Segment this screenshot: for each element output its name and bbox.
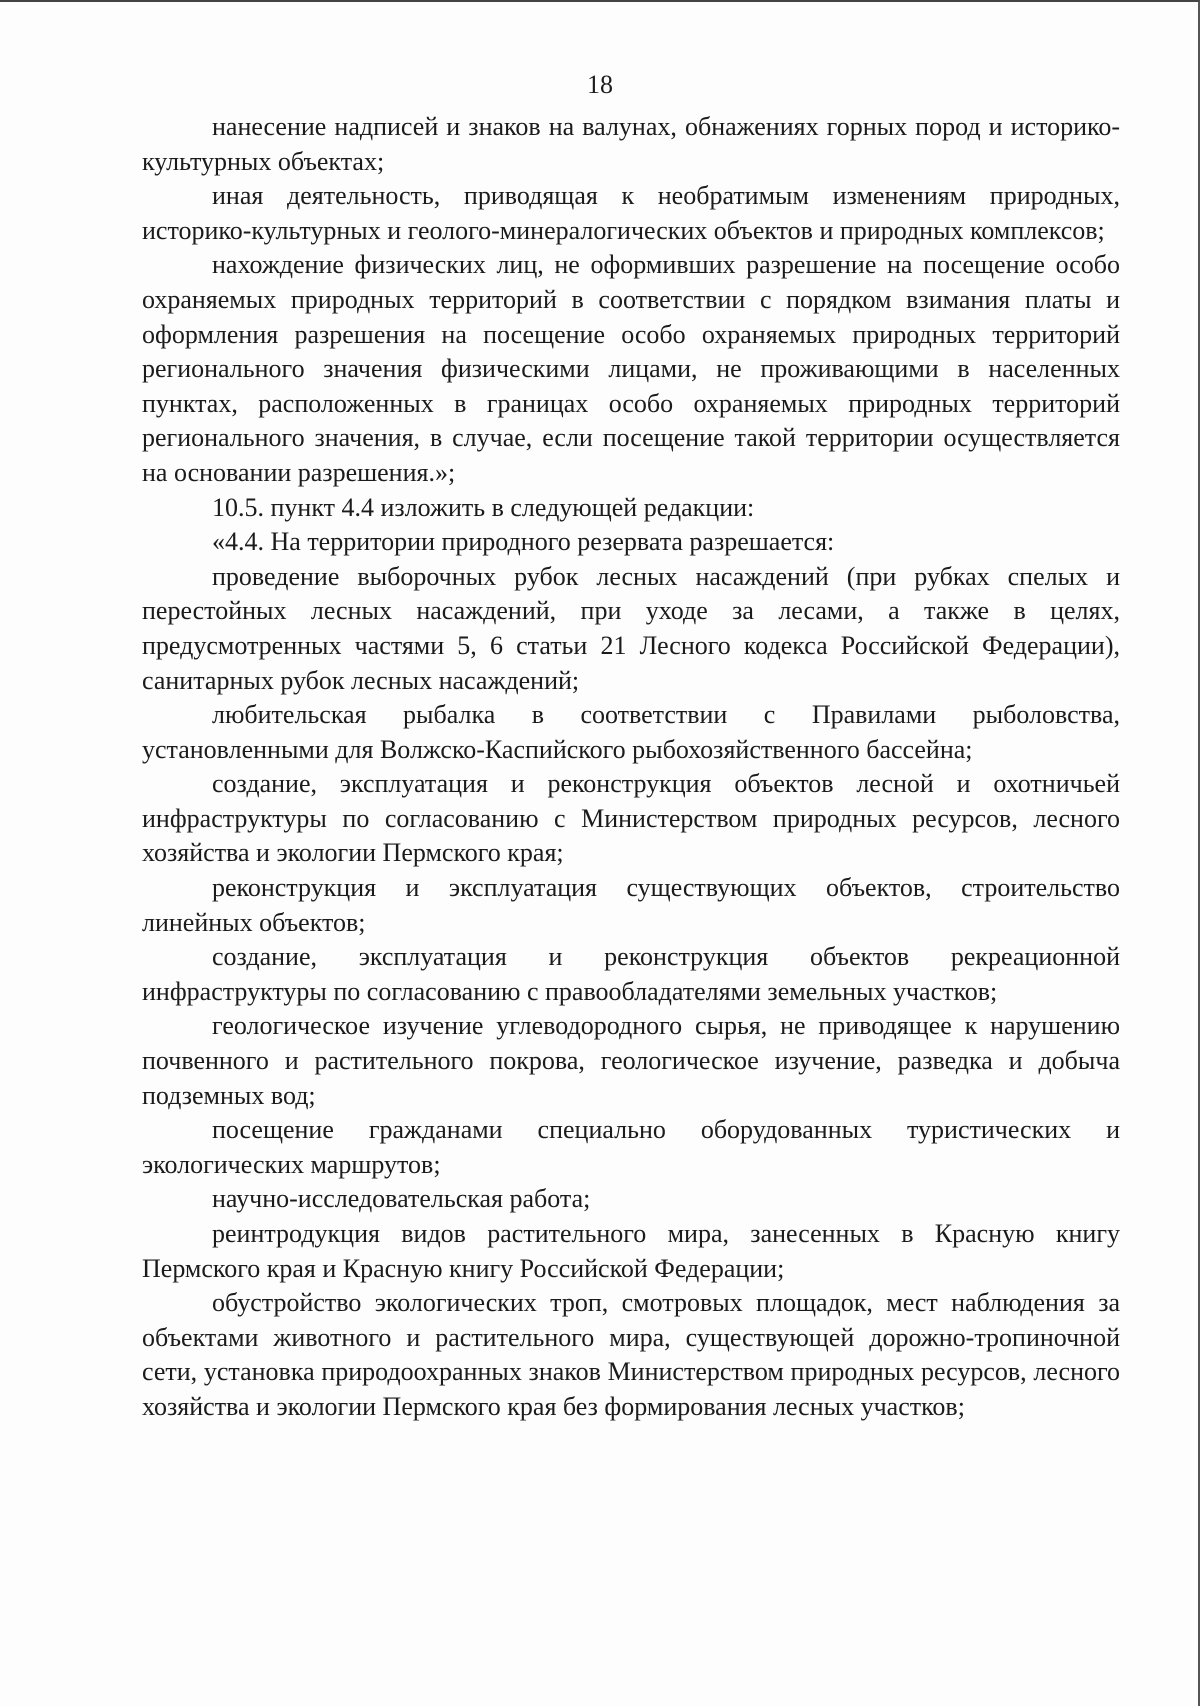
document-body [142,110,1120,1425]
paragraph-amateur-fishing: любительская рыбалка в соответствии с Правилами рыболовства, установленными для Волжско-Каспийского рыбохозяйственного бассейна; [142,700,1120,764]
paragraph-irreversible-activity: иная деятельность, приводящая к необратимым изменениям природных, историко-культурных и геолого-минералогических объектов и природных комплексов; [142,181,1120,245]
paragraph-selective-logging: проведение выборочных рубок лесных насаждений (при рубках спелых и перестойных лесных насаждений, при уходе за лесами, а также в целях, предусмотренных частями 5, 6 статьи 21 Лесного кодекса Российской Федерации), санитарных рубок лесных насаждений; [142,561,1120,695]
paragraph-recreational-infrastructure: создание, эксплуатация и реконструкция объектов рекреационной инфраструктуры по согласованию с правообладателями земельных участков; [142,942,1120,1006]
paragraph-section-4-4: «4.4. На территории природного резервата разрешается: [212,527,835,557]
paragraph-inscriptions: нанесение надписей и знаков на валунах, обнажениях горных пород и историко-культурных объектах; [142,112,1120,176]
paragraph-forest-infrastructure: создание, эксплуатация и реконструкция объектов лесной и охотничьей инфраструктуры по согласованию с Министерством природных ресурсов, лесного хозяйства и экологии Пермского края; [142,769,1120,868]
paragraph-geological-study: геологическое изучение углеводородного сырья, не приводящее к нарушению почвенного и растительного покрова, геологическое изучение, разведка и добыча подземных вод; [142,1011,1120,1110]
paragraph-ecological-trails: обустройство экологических троп, смотровых площадок, мест наблюдения за объектами животного и растительного мира, существующей дорожно-тропиночной сети, установка природоохранных знаков Министерством природных ресурсов, лесного хозяйства и экологии Пермского края без формирования лесных участков; [142,1288,1120,1421]
paragraph-reintroduction: реинтродукция видов растительного мира, занесенных в Красную книгу Пермского края и Красную книгу Российской Федерации; [142,1219,1120,1283]
page-number: 18 [587,70,613,99]
paragraph-presence-without-permit: нахождение физических лиц, не оформивших разрешение на посещение особо охраняемых природных территорий в соответствии с порядком взимания платы и оформления разрешения на посещение особо охраняемых природных территорий регионального значения физическими лицами, не проживающими в населенных пунктах, расположенных в границах особо охраняемых природных территорий регионального значения, в случае, если посещение такой территории осуществляется на основании разрешения.»; [142,250,1120,487]
paragraph-tourist-routes: посещение гражданами специально оборудованных туристических и экологических маршрутов; [142,1115,1120,1179]
paragraph-linear-objects: реконструкция и эксплуатация существующих объектов, строительство линейных объектов; [142,873,1120,937]
paragraph-amendment-10-5: 10.5. пункт 4.4 изложить в следующей редакции: [212,492,755,522]
paragraph-research-work: научно-исследовательская работа; [212,1184,591,1214]
